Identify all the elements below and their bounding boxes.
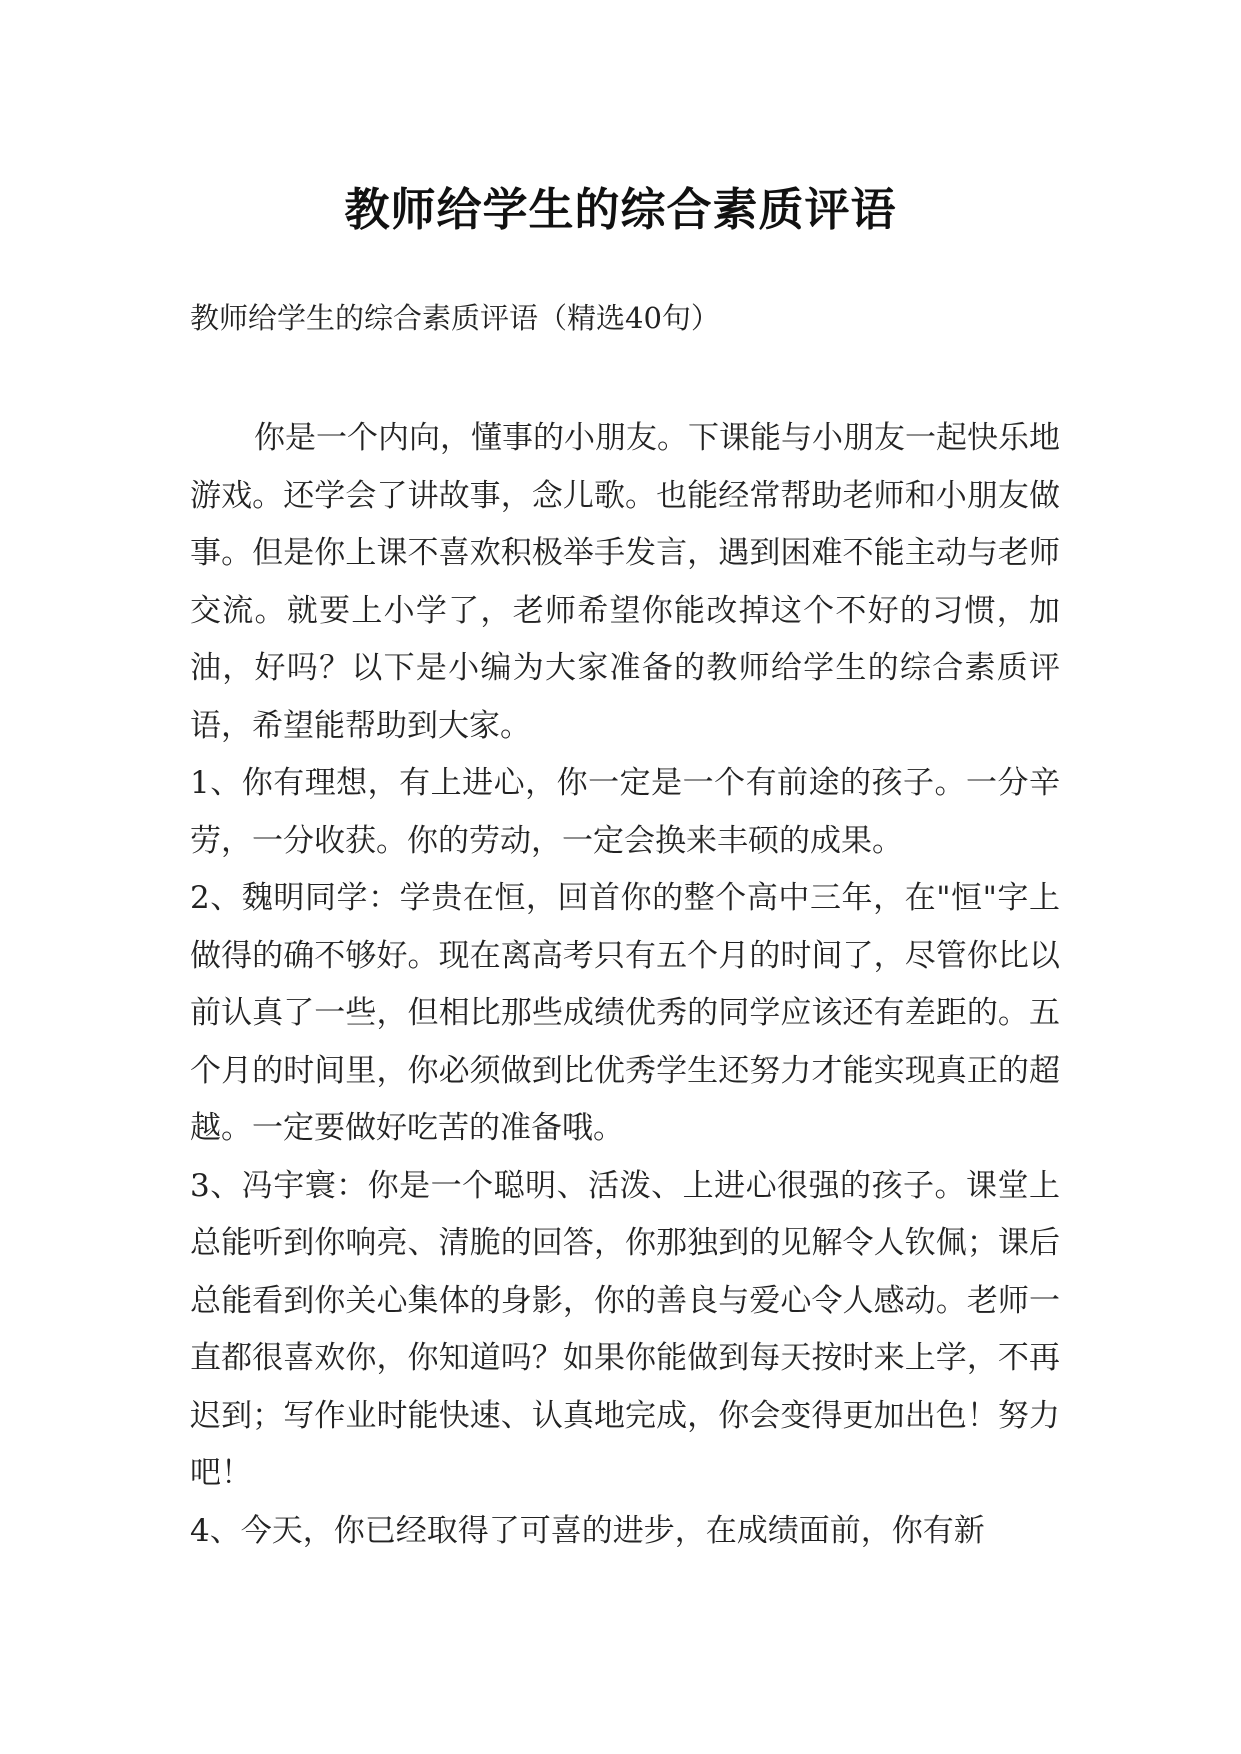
comment-item-1: 1、你有理想，有上进心，你一定是一个有前途的孩子。一分辛劳，一分收获。你的劳动，一定会换来丰硕的成果。 bbox=[190, 765, 1060, 859]
comment-item-2: 2、魏明同学：学贵在恒，回首你的整个高中三年，在"恒"字上做得的确不够好。现在离高考只有五个月的时间了，尽管你比以前认真了一些，但相比那些成绩优秀的同学应该还有差距的。五个月的时间里，你必须做到比优秀学生还努力才能实现真正的超越。一定要做好吃苦的准备哦。 bbox=[190, 880, 1060, 1146]
comment-item-3: 3、冯宇寰：你是一个聪明、活泼、上进心很强的孩子。课堂上总能听到你响亮、清脆的回答，你那独到的见解令人钦佩；课后总能看到你关心集体的身影，你的善良与爱心令人感动。老师一直都很喜欢你，你知道吗？如果你能做到每天按时来上学，不再迟到；写作业时能快速、认真地完成，你会变得更加出色！努力吧！ bbox=[190, 1167, 1060, 1491]
intro-paragraph: 你是一个内向，懂事的小朋友。下课能与小朋友一起快乐地游戏。还学会了讲故事，念儿歌。也能经常帮助老师和小朋友做事。但是你上课不喜欢积极举手发言，遇到困难不能主动与老师交流。就要上小学了，老师希望你能改掉这个不好的习惯，加油，好吗？以下是小编为大家准备的教师给学生的综合素质评语，希望能帮助到大家。 bbox=[190, 420, 1060, 744]
document-title: 教师给学生的综合素质评语 bbox=[344, 183, 897, 237]
document-body bbox=[190, 410, 1060, 1560]
comment-item-4: 4、今天，你已经取得了可喜的进步，在成绩面前，你有新 bbox=[190, 1512, 985, 1549]
document-subtitle: 教师给学生的综合素质评语（精选40句） bbox=[190, 301, 720, 335]
